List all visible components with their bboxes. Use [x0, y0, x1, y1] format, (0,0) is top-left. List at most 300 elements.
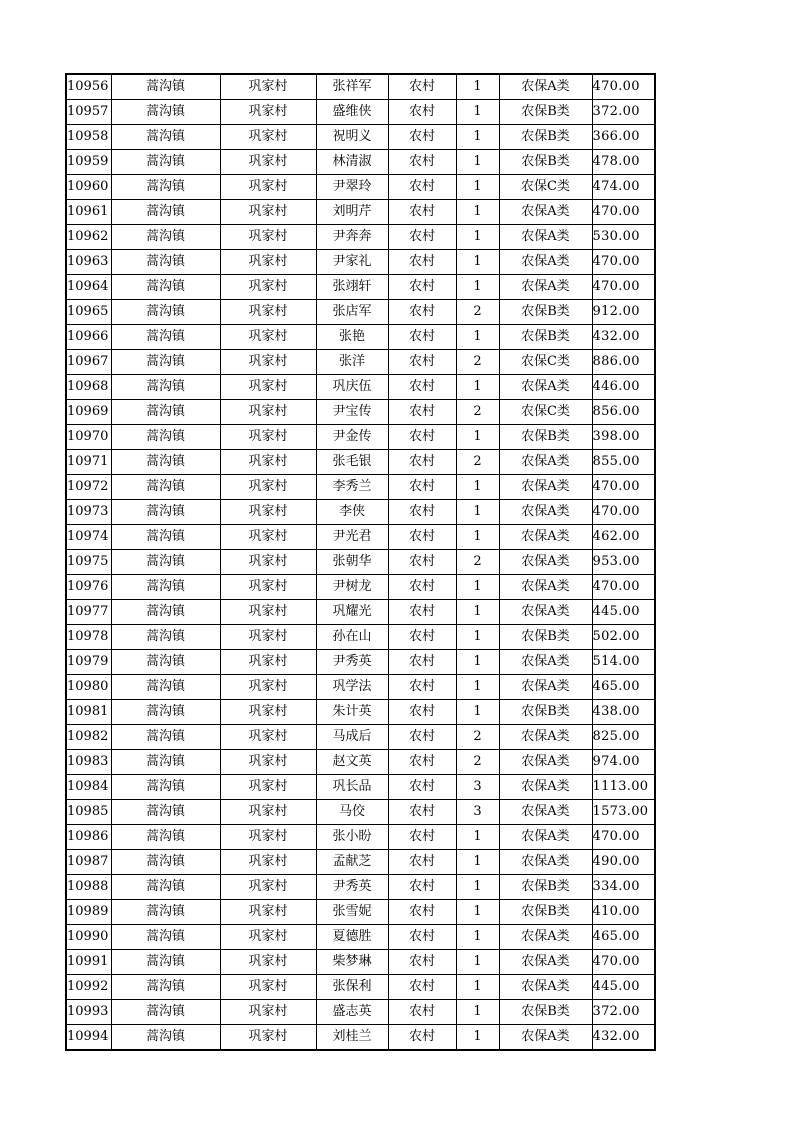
household-count-cell: 1	[456, 375, 499, 400]
town-cell: 蒿沟镇	[111, 74, 220, 100]
insurance-category-cell: 农保B类	[499, 100, 592, 125]
residence-type-cell: 农村	[388, 725, 456, 750]
household-count-cell: 1	[456, 150, 499, 175]
household-count-cell: 1	[456, 275, 499, 300]
insurance-category-cell: 农保A类	[499, 500, 592, 525]
amount-cell: 432.00	[592, 1025, 655, 1051]
insurance-category-cell: 农保B类	[499, 125, 592, 150]
name-cell: 刘桂兰	[316, 1025, 388, 1051]
town-cell: 蒿沟镇	[111, 850, 220, 875]
residence-type-cell: 农村	[388, 750, 456, 775]
name-cell: 马佼	[316, 800, 388, 825]
household-count-cell: 1	[456, 875, 499, 900]
table-row	[66, 475, 655, 500]
record-id-cell: 10970	[66, 425, 111, 450]
town-cell: 蒿沟镇	[111, 525, 220, 550]
record-id-cell: 10989	[66, 900, 111, 925]
table-row	[66, 150, 655, 175]
residence-type-cell: 农村	[388, 950, 456, 975]
amount-cell: 1113.00	[592, 775, 655, 800]
amount-cell: 478.00	[592, 150, 655, 175]
residence-type-cell: 农村	[388, 325, 456, 350]
insurance-category-cell: 农保A类	[499, 800, 592, 825]
household-count-cell: 2	[456, 750, 499, 775]
village-cell: 巩家村	[220, 975, 316, 1000]
household-count-cell: 1	[456, 925, 499, 950]
town-cell: 蒿沟镇	[111, 450, 220, 475]
record-id-cell: 10973	[66, 500, 111, 525]
table-row	[66, 1000, 655, 1025]
name-cell: 巩学法	[316, 675, 388, 700]
village-cell: 巩家村	[220, 825, 316, 850]
village-cell: 巩家村	[220, 250, 316, 275]
village-cell: 巩家村	[220, 200, 316, 225]
residence-type-cell: 农村	[388, 475, 456, 500]
town-cell: 蒿沟镇	[111, 1000, 220, 1025]
amount-cell: 470.00	[592, 950, 655, 975]
insurance-category-cell: 农保A类	[499, 74, 592, 100]
village-cell: 巩家村	[220, 175, 316, 200]
residence-type-cell: 农村	[388, 300, 456, 325]
name-cell: 张祥军	[316, 74, 388, 100]
residence-type-cell: 农村	[388, 1025, 456, 1051]
household-count-cell: 1	[456, 625, 499, 650]
residence-type-cell: 农村	[388, 550, 456, 575]
table-row	[66, 425, 655, 450]
residence-type-cell: 农村	[388, 250, 456, 275]
town-cell: 蒿沟镇	[111, 375, 220, 400]
name-cell: 张毛银	[316, 450, 388, 475]
residence-type-cell: 农村	[388, 575, 456, 600]
name-cell: 张保利	[316, 975, 388, 1000]
insurance-category-cell: 农保A类	[499, 275, 592, 300]
town-cell: 蒿沟镇	[111, 550, 220, 575]
residence-type-cell: 农村	[388, 925, 456, 950]
record-id-cell: 10960	[66, 175, 111, 200]
table-row	[66, 850, 655, 875]
town-cell: 蒿沟镇	[111, 225, 220, 250]
table-row	[66, 200, 655, 225]
residence-type-cell: 农村	[388, 74, 456, 100]
table-row	[66, 925, 655, 950]
village-cell: 巩家村	[220, 775, 316, 800]
village-cell: 巩家村	[220, 750, 316, 775]
table-row	[66, 300, 655, 325]
table-row	[66, 900, 655, 925]
table-row	[66, 625, 655, 650]
amount-cell: 398.00	[592, 425, 655, 450]
name-cell: 张洋	[316, 350, 388, 375]
village-cell: 巩家村	[220, 900, 316, 925]
town-cell: 蒿沟镇	[111, 400, 220, 425]
residence-type-cell: 农村	[388, 850, 456, 875]
household-count-cell: 2	[456, 550, 499, 575]
amount-cell: 445.00	[592, 600, 655, 625]
village-cell: 巩家村	[220, 725, 316, 750]
amount-cell: 474.00	[592, 175, 655, 200]
amount-cell: 470.00	[592, 74, 655, 100]
amount-cell: 438.00	[592, 700, 655, 725]
amount-cell: 470.00	[592, 575, 655, 600]
residence-type-cell: 农村	[388, 600, 456, 625]
residence-type-cell: 农村	[388, 700, 456, 725]
town-cell: 蒿沟镇	[111, 600, 220, 625]
village-cell: 巩家村	[220, 450, 316, 475]
insurance-category-cell: 农保B类	[499, 625, 592, 650]
name-cell: 张艳	[316, 325, 388, 350]
village-cell: 巩家村	[220, 625, 316, 650]
table-row	[66, 125, 655, 150]
town-cell: 蒿沟镇	[111, 500, 220, 525]
amount-cell: 490.00	[592, 850, 655, 875]
amount-cell: 465.00	[592, 675, 655, 700]
name-cell: 刘明芹	[316, 200, 388, 225]
village-cell: 巩家村	[220, 525, 316, 550]
amount-cell: 855.00	[592, 450, 655, 475]
record-id-cell: 10958	[66, 125, 111, 150]
residence-type-cell: 农村	[388, 450, 456, 475]
insurance-category-cell: 农保A类	[499, 850, 592, 875]
household-count-cell: 3	[456, 800, 499, 825]
town-cell: 蒿沟镇	[111, 350, 220, 375]
town-cell: 蒿沟镇	[111, 700, 220, 725]
insurance-category-cell: 农保B类	[499, 300, 592, 325]
roster-body	[66, 74, 655, 1050]
insurance-category-cell: 农保A类	[499, 950, 592, 975]
name-cell: 张雪妮	[316, 900, 388, 925]
village-cell: 巩家村	[220, 100, 316, 125]
household-count-cell: 2	[456, 400, 499, 425]
residence-type-cell: 农村	[388, 175, 456, 200]
town-cell: 蒿沟镇	[111, 800, 220, 825]
amount-cell: 502.00	[592, 625, 655, 650]
town-cell: 蒿沟镇	[111, 100, 220, 125]
record-id-cell: 10981	[66, 700, 111, 725]
household-count-cell: 3	[456, 775, 499, 800]
insurance-category-cell: 农保A类	[499, 725, 592, 750]
name-cell: 尹宝传	[316, 400, 388, 425]
residence-type-cell: 农村	[388, 900, 456, 925]
table-row	[66, 575, 655, 600]
amount-cell: 366.00	[592, 125, 655, 150]
record-id-cell: 10971	[66, 450, 111, 475]
record-id-cell: 10987	[66, 850, 111, 875]
insurance-category-cell: 农保A类	[499, 825, 592, 850]
village-cell: 巩家村	[220, 325, 316, 350]
village-cell: 巩家村	[220, 800, 316, 825]
residence-type-cell: 农村	[388, 100, 456, 125]
name-cell: 巩长品	[316, 775, 388, 800]
table-row	[66, 725, 655, 750]
table-row	[66, 800, 655, 825]
village-cell: 巩家村	[220, 500, 316, 525]
residence-type-cell: 农村	[388, 800, 456, 825]
household-count-cell: 1	[456, 525, 499, 550]
table-row	[66, 450, 655, 475]
record-id-cell: 10984	[66, 775, 111, 800]
amount-cell: 470.00	[592, 200, 655, 225]
household-count-cell: 1	[456, 250, 499, 275]
town-cell: 蒿沟镇	[111, 575, 220, 600]
record-id-cell: 10961	[66, 200, 111, 225]
residence-type-cell: 农村	[388, 875, 456, 900]
name-cell: 张店军	[316, 300, 388, 325]
record-id-cell: 10991	[66, 950, 111, 975]
village-cell: 巩家村	[220, 375, 316, 400]
table-row	[66, 250, 655, 275]
town-cell: 蒿沟镇	[111, 275, 220, 300]
town-cell: 蒿沟镇	[111, 975, 220, 1000]
table-row	[66, 1025, 655, 1051]
amount-cell: 462.00	[592, 525, 655, 550]
town-cell: 蒿沟镇	[111, 825, 220, 850]
insurance-category-cell: 农保A类	[499, 975, 592, 1000]
record-id-cell: 10974	[66, 525, 111, 550]
household-count-cell: 1	[456, 975, 499, 1000]
name-cell: 李秀兰	[316, 475, 388, 500]
village-cell: 巩家村	[220, 125, 316, 150]
town-cell: 蒿沟镇	[111, 250, 220, 275]
town-cell: 蒿沟镇	[111, 925, 220, 950]
amount-cell: 530.00	[592, 225, 655, 250]
table-row	[66, 750, 655, 775]
name-cell: 巩庆伍	[316, 375, 388, 400]
amount-cell: 470.00	[592, 275, 655, 300]
table-row	[66, 325, 655, 350]
record-id-cell: 10978	[66, 625, 111, 650]
record-id-cell: 10965	[66, 300, 111, 325]
town-cell: 蒿沟镇	[111, 475, 220, 500]
record-id-cell: 10966	[66, 325, 111, 350]
village-cell: 巩家村	[220, 600, 316, 625]
insurance-category-cell: 农保B类	[499, 425, 592, 450]
household-count-cell: 1	[456, 675, 499, 700]
name-cell: 巩耀光	[316, 600, 388, 625]
table-row	[66, 675, 655, 700]
household-count-cell: 1	[456, 850, 499, 875]
town-cell: 蒿沟镇	[111, 950, 220, 975]
village-cell: 巩家村	[220, 550, 316, 575]
town-cell: 蒿沟镇	[111, 875, 220, 900]
insurance-category-cell: 农保A类	[499, 250, 592, 275]
table-row	[66, 600, 655, 625]
village-cell: 巩家村	[220, 475, 316, 500]
record-id-cell: 10957	[66, 100, 111, 125]
amount-cell: 470.00	[592, 500, 655, 525]
record-id-cell: 10992	[66, 975, 111, 1000]
amount-cell: 514.00	[592, 650, 655, 675]
record-id-cell: 10993	[66, 1000, 111, 1025]
table-row	[66, 875, 655, 900]
village-cell: 巩家村	[220, 150, 316, 175]
insurance-category-cell: 农保A类	[499, 650, 592, 675]
insurance-category-cell: 农保A类	[499, 450, 592, 475]
residence-type-cell: 农村	[388, 525, 456, 550]
amount-cell: 1573.00	[592, 800, 655, 825]
residence-type-cell: 农村	[388, 975, 456, 1000]
town-cell: 蒿沟镇	[111, 1025, 220, 1051]
name-cell: 李侠	[316, 500, 388, 525]
table-row	[66, 550, 655, 575]
village-cell: 巩家村	[220, 1025, 316, 1051]
household-count-cell: 1	[456, 475, 499, 500]
village-cell: 巩家村	[220, 1000, 316, 1025]
household-count-cell: 1	[456, 125, 499, 150]
name-cell: 张小盼	[316, 825, 388, 850]
name-cell: 柴梦琳	[316, 950, 388, 975]
name-cell: 孟献芝	[316, 850, 388, 875]
table-row	[66, 975, 655, 1000]
village-cell: 巩家村	[220, 225, 316, 250]
residence-type-cell: 农村	[388, 225, 456, 250]
amount-cell: 445.00	[592, 975, 655, 1000]
insurance-category-cell: 农保A类	[499, 1025, 592, 1051]
town-cell: 蒿沟镇	[111, 425, 220, 450]
insurance-category-cell: 农保B类	[499, 150, 592, 175]
village-cell: 巩家村	[220, 400, 316, 425]
town-cell: 蒿沟镇	[111, 750, 220, 775]
village-cell: 巩家村	[220, 575, 316, 600]
table-row	[66, 375, 655, 400]
record-id-cell: 10975	[66, 550, 111, 575]
table-row	[66, 275, 655, 300]
town-cell: 蒿沟镇	[111, 675, 220, 700]
name-cell: 盛维侠	[316, 100, 388, 125]
household-count-cell: 2	[456, 725, 499, 750]
town-cell: 蒿沟镇	[111, 150, 220, 175]
residence-type-cell: 农村	[388, 150, 456, 175]
name-cell: 尹秀英	[316, 875, 388, 900]
household-count-cell: 1	[456, 200, 499, 225]
town-cell: 蒿沟镇	[111, 200, 220, 225]
table-row	[66, 825, 655, 850]
name-cell: 尹奔奔	[316, 225, 388, 250]
name-cell: 赵文英	[316, 750, 388, 775]
residence-type-cell: 农村	[388, 825, 456, 850]
name-cell: 孙在山	[316, 625, 388, 650]
insurance-category-cell: 农保A类	[499, 775, 592, 800]
record-id-cell: 10969	[66, 400, 111, 425]
household-count-cell: 1	[456, 100, 499, 125]
village-cell: 巩家村	[220, 300, 316, 325]
name-cell: 张翊轩	[316, 275, 388, 300]
table-row	[66, 525, 655, 550]
name-cell: 夏德胜	[316, 925, 388, 950]
insurance-category-cell: 农保A类	[499, 675, 592, 700]
record-id-cell: 10972	[66, 475, 111, 500]
residence-type-cell: 农村	[388, 650, 456, 675]
household-count-cell: 2	[456, 350, 499, 375]
name-cell: 尹翠玲	[316, 175, 388, 200]
amount-cell: 470.00	[592, 250, 655, 275]
residence-type-cell: 农村	[388, 275, 456, 300]
household-count-cell: 1	[456, 950, 499, 975]
town-cell: 蒿沟镇	[111, 725, 220, 750]
record-id-cell: 10980	[66, 675, 111, 700]
record-id-cell: 10968	[66, 375, 111, 400]
household-count-cell: 1	[456, 500, 499, 525]
amount-cell: 974.00	[592, 750, 655, 775]
household-count-cell: 1	[456, 325, 499, 350]
table-row	[66, 175, 655, 200]
record-id-cell: 10990	[66, 925, 111, 950]
name-cell: 朱计英	[316, 700, 388, 725]
residence-type-cell: 农村	[388, 1000, 456, 1025]
amount-cell: 334.00	[592, 875, 655, 900]
record-id-cell: 10988	[66, 875, 111, 900]
record-id-cell: 10977	[66, 600, 111, 625]
amount-cell: 953.00	[592, 550, 655, 575]
insurance-category-cell: 农保A类	[499, 375, 592, 400]
town-cell: 蒿沟镇	[111, 775, 220, 800]
record-id-cell: 10979	[66, 650, 111, 675]
amount-cell: 372.00	[592, 1000, 655, 1025]
household-count-cell: 1	[456, 225, 499, 250]
town-cell: 蒿沟镇	[111, 650, 220, 675]
insurance-category-cell: 农保B类	[499, 700, 592, 725]
amount-cell: 912.00	[592, 300, 655, 325]
village-cell: 巩家村	[220, 350, 316, 375]
household-count-cell: 2	[456, 300, 499, 325]
insurance-category-cell: 农保B类	[499, 875, 592, 900]
residence-type-cell: 农村	[388, 775, 456, 800]
household-count-cell: 1	[456, 600, 499, 625]
record-id-cell: 10956	[66, 74, 111, 100]
record-id-cell: 10967	[66, 350, 111, 375]
household-count-cell: 2	[456, 450, 499, 475]
insurance-category-cell: 农保B类	[499, 325, 592, 350]
household-count-cell: 1	[456, 74, 499, 100]
household-count-cell: 1	[456, 700, 499, 725]
village-cell: 巩家村	[220, 275, 316, 300]
town-cell: 蒿沟镇	[111, 900, 220, 925]
town-cell: 蒿沟镇	[111, 125, 220, 150]
table-row	[66, 74, 655, 100]
table-row	[66, 225, 655, 250]
insurance-category-cell: 农保C类	[499, 350, 592, 375]
household-count-cell: 1	[456, 575, 499, 600]
roster-table	[65, 73, 656, 1051]
town-cell: 蒿沟镇	[111, 325, 220, 350]
residence-type-cell: 农村	[388, 675, 456, 700]
residence-type-cell: 农村	[388, 350, 456, 375]
residence-type-cell: 农村	[388, 400, 456, 425]
residence-type-cell: 农村	[388, 625, 456, 650]
village-cell: 巩家村	[220, 675, 316, 700]
insurance-category-cell: 农保A类	[499, 225, 592, 250]
residence-type-cell: 农村	[388, 125, 456, 150]
residence-type-cell: 农村	[388, 425, 456, 450]
table-row	[66, 400, 655, 425]
insurance-category-cell: 农保A类	[499, 475, 592, 500]
household-count-cell: 1	[456, 1000, 499, 1025]
amount-cell: 856.00	[592, 400, 655, 425]
amount-cell: 886.00	[592, 350, 655, 375]
record-id-cell: 10962	[66, 225, 111, 250]
table-row	[66, 650, 655, 675]
name-cell: 林清淑	[316, 150, 388, 175]
table-row	[66, 350, 655, 375]
household-count-cell: 1	[456, 425, 499, 450]
household-count-cell: 1	[456, 825, 499, 850]
insurance-category-cell: 农保A类	[499, 750, 592, 775]
insurance-category-cell: 农保A类	[499, 525, 592, 550]
town-cell: 蒿沟镇	[111, 300, 220, 325]
household-count-cell: 1	[456, 650, 499, 675]
insurance-category-cell: 农保A类	[499, 575, 592, 600]
insurance-category-cell: 农保A类	[499, 200, 592, 225]
insurance-category-cell: 农保C类	[499, 400, 592, 425]
